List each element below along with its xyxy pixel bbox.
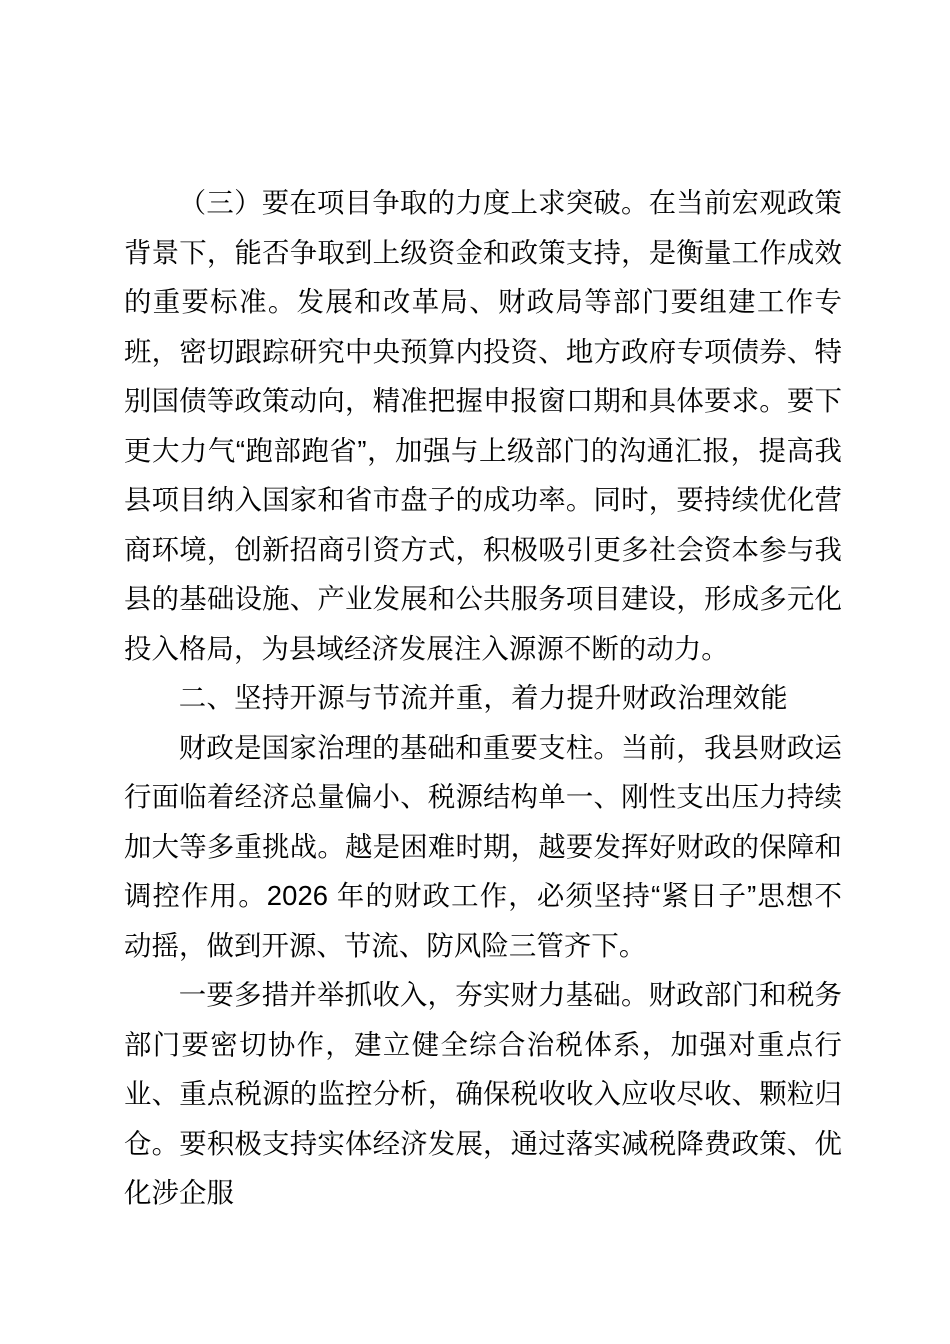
heading-section-two: 二、坚持开源与节流并重，着力提升财政治理效能	[178, 682, 788, 713]
paragraph-fiscal-foundation: 财政是国家治理的基础和重要支柱。当前，我县财政运行面临着经济总量偏小、税源结构单一、刚性支出压力持续加大等多重挑战。越是困难时期，越要发挥好财政的保障和调控作用。2026 年的财政工作，必须坚持“紧日子”思想不动摇，做到开源、节流、防风险三管齐下。	[124, 731, 842, 961]
document-text-column	[124, 178, 842, 1218]
paragraph-revenue-measures: 一要多措并举抓收入，夯实财力基础。财政部门和税务部门要密切协作，建立健全综合治税体系，加强对重点行业、重点税源的监控分析，确保税收收入应收尽收、颗粒归仓。要积极支持实体经济发展，通过落实减税降费政策、优化涉企服	[124, 979, 842, 1208]
paragraph-section-three: （三）要在项目争取的力度上求突破。在当前宏观政策背景下，能否争取到上级资金和政策支持，是衡量工作成效的重要标准。发展和改革局、财政局等部门要组建工作专班，密切跟踪研究中央预算内投资、地方政府专项债券、特别国债等政策动向，精准把握申报窗口期和具体要求。要下更大力气“跑部跑省”，加强与上级部门的沟通汇报，提高我县项目纳入国家和省市盘子的成功率。同时，要持续优化营商环境，创新招商引资方式，积极吸引更多社会资本参与我县的基础设施、产业发展和公共服务项目建设，形成多元化投入格局，为县域经济发展注入源源不断的动力。	[124, 187, 842, 664]
